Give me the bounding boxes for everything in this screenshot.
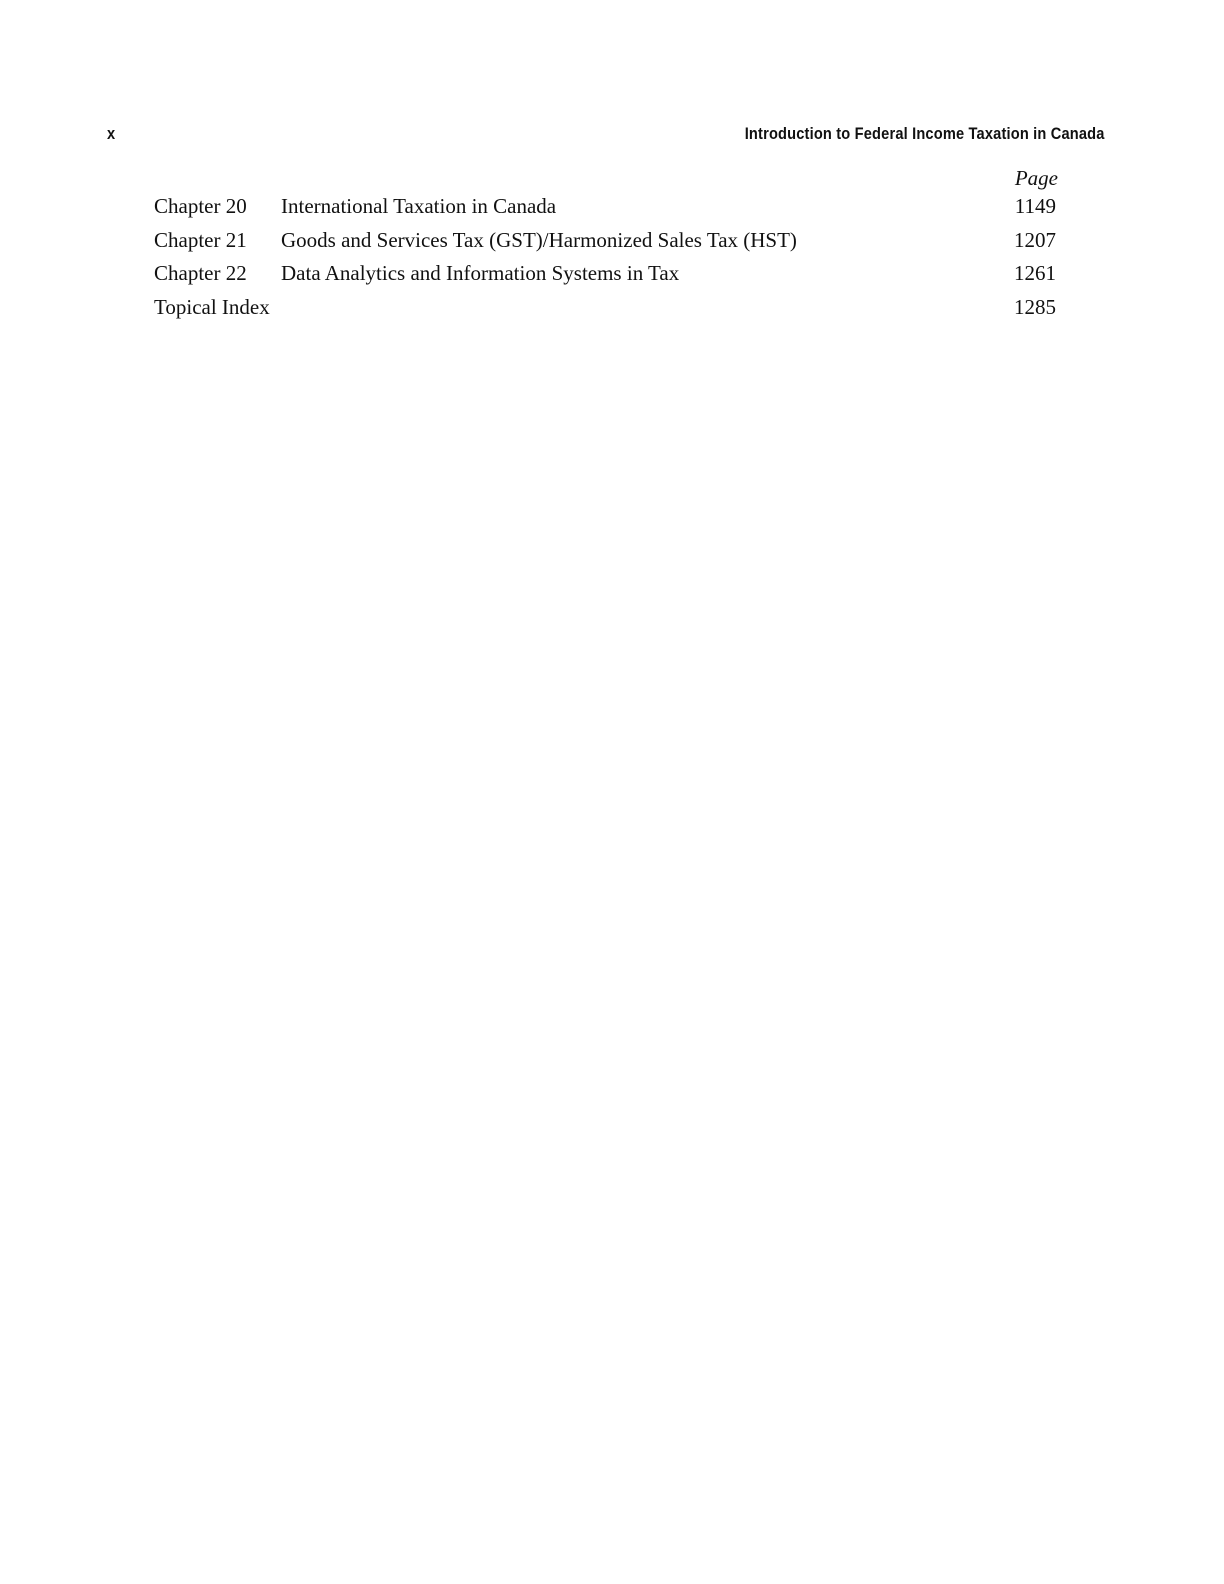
- toc-entry-label: Chapter 20: [154, 194, 247, 218]
- toc-entry-label: Chapter 22: [154, 261, 247, 285]
- toc-entry-page: 1149: [1014, 194, 1056, 218]
- toc-entry-page: 1285: [1014, 295, 1056, 319]
- toc-entry-chapter-21: [154, 228, 1058, 256]
- toc-entry-chapter-20: [154, 194, 1058, 222]
- toc-entry-title: Data Analytics and Information Systems in Tax: [281, 261, 680, 285]
- page-column-header: Page: [1014, 166, 1058, 190]
- toc-entry-topical-index: [154, 295, 1058, 323]
- page-folio: x: [107, 124, 116, 143]
- toc-entry-label: Topical Index: [154, 295, 270, 319]
- toc-entry-title: Goods and Services Tax (GST)/Harmonized Sales Tax (HST): [281, 228, 797, 252]
- toc-entry-label: Chapter 21: [154, 228, 247, 252]
- book-title: Introduction to Federal Income Taxation in Canada: [744, 124, 1105, 143]
- running-head: [107, 124, 1105, 148]
- toc-entry-chapter-22: [154, 261, 1058, 289]
- toc-entry-title: International Taxation in Canada: [281, 194, 557, 218]
- toc-entry-page: 1261: [1014, 261, 1056, 285]
- toc-entry-page: 1207: [1014, 228, 1056, 252]
